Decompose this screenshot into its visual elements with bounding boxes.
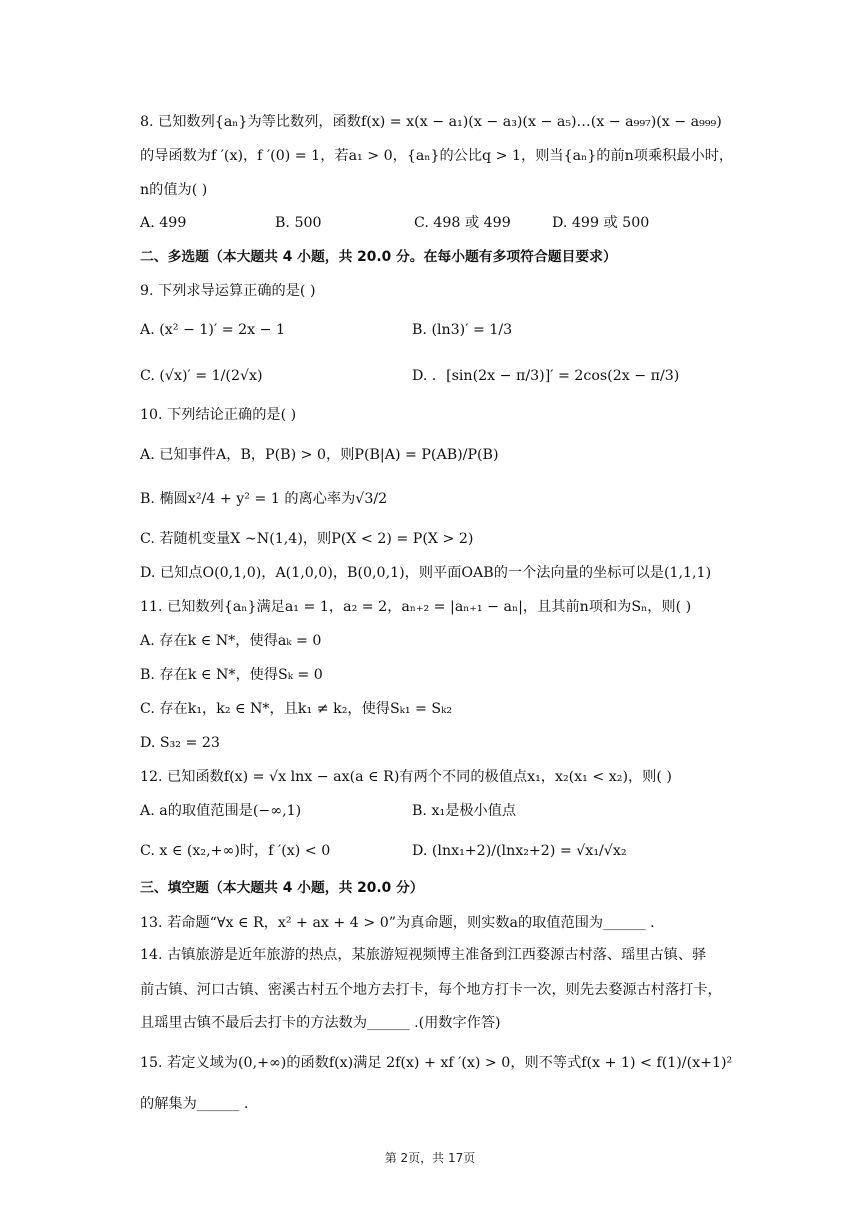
q10-option-a: A. 已知事件A，B，P(B) > 0，则P(B|A) = P(AB)/P(B) <box>140 447 499 463</box>
q14-line3: 且瑶里古镇不最后去打卡的方法数为______ .(用数字作答) <box>140 1015 501 1031</box>
q9-option-d: D. ．[sin(2x − π/3)]′ = 2cos(2x − π/3) <box>412 368 680 384</box>
q8-options <box>140 213 750 233</box>
page-footer: 第 2页，共 17页 <box>384 1151 476 1165</box>
q11-option-d: D. S₃₂ = 23 <box>140 735 220 751</box>
q14-line1: 14. 古镇旅游是近年旅游的热点，某旅游短视频博主准备到江西婺源古村落、瑶里古镇、驿 <box>140 947 707 963</box>
q10-option-b: B. 椭圆x²/4 + y² = 1 的离心率为√3/2 <box>140 491 388 507</box>
section-fill-in-title: 三、填空题（本大题共 4 小题，共 20.0 分） <box>140 880 424 896</box>
q10-stem: 10. 下列结论正确的是( ) <box>140 407 297 423</box>
q8-option-b: B. 500 <box>275 215 322 231</box>
q9-option-c: C. (√x)′ = 1/(2√x) <box>140 368 263 384</box>
q9-stem: 9. 下列求导运算正确的是( ) <box>140 283 316 299</box>
q8-option-d: D. 499 或 500 <box>552 215 650 231</box>
q12-row1 <box>140 801 750 821</box>
q12-option-b: B. x₁是极小值点 <box>412 803 517 819</box>
q8-option-a: A. 499 <box>140 215 187 231</box>
q11-option-c: C. 存在k₁，k₂ ∈ N*，且k₁ ≠ k₂，使得Sₖ₁ = Sₖ₂ <box>140 701 453 717</box>
q12-row2 <box>140 841 750 861</box>
q12-option-d: D. (lnx₁+2)/(lnx₂+2) = √x₁/√x₂ <box>412 843 627 859</box>
q9-option-a: A. (x² − 1)′ = 2x − 1 <box>140 322 286 338</box>
q12-option-a: A. a的取值范围是(−∞,1) <box>140 803 302 819</box>
q8-line1: 8. 已知数列{aₙ}为等比数列，函数f(x) = x(x − a₁)(x − a₃)(x − a₅)…(x − a₉₉₇)(x − a₉₉₉) <box>140 114 722 130</box>
q11-option-b: B. 存在k ∈ N*，使得Sₖ = 0 <box>140 667 323 683</box>
q14-line2: 前古镇、河口古镇、密溪古村五个地方去打卡，每个地方打卡一次，则先去婺源古村落打卡， <box>140 982 722 998</box>
q10-option-c: C. 若随机变量X ∼N(1,4)，则P(X < 2) = P(X > 2) <box>140 531 474 547</box>
q12-stem: 12. 已知函数f(x) = √x lnx − ax(a ∈ R)有两个不同的极值点x₁，x₂(x₁ < x₂)，则( ) <box>140 769 672 785</box>
q8-line2: 的导函数为f ′(x)，f ′(0) = 1，若a₁ > 0，{aₙ}的公比q > 1，则当{aₙ}的前n项乘积最小时， <box>140 148 734 164</box>
q8-option-c: C. 498 或 499 <box>414 215 511 231</box>
q9-option-b: B. (ln3)′ = 1/3 <box>412 322 513 338</box>
q11-stem: 11. 已知数列{aₙ}满足a₁ = 1，a₂ = 2，aₙ₊₂ = |aₙ₊₁ − aₙ|，且其前n项和为Sₙ，则( ) <box>140 599 692 615</box>
q13-stem: 13. 若命题“∀x ∈ R，x² + ax + 4 > 0”为真命题，则实数a的取值范围为______ . <box>140 915 655 931</box>
q11-option-a: A. 存在k ∈ N*，使得aₖ = 0 <box>140 633 322 649</box>
q12-option-c: C. x ∈ (x₂,+∞)时，f ′(x) < 0 <box>140 843 331 859</box>
q9-row2 <box>140 366 750 386</box>
q9-row1 <box>140 320 750 340</box>
q15-line2: 的解集为______ . <box>140 1096 249 1112</box>
q8-line3: n的值为( ) <box>140 182 208 198</box>
q15-line1: 15. 若定义域为(0,+∞)的函数f(x)满足 2f(x) + xf ′(x) > 0，则不等式f(x + 1) < f(1)/(x+1)² <box>140 1055 733 1071</box>
section-multi-choice-title: 二、多选题（本大题共 4 小题，共 20.0 分。在每小题有多项符合题目要求） <box>140 249 617 265</box>
q10-option-d: D. 已知点O(0,1,0)，A(1,0,0)，B(0,0,1)，则平面OAB的一个法向量的坐标可以是(1,1,1) <box>140 565 712 581</box>
